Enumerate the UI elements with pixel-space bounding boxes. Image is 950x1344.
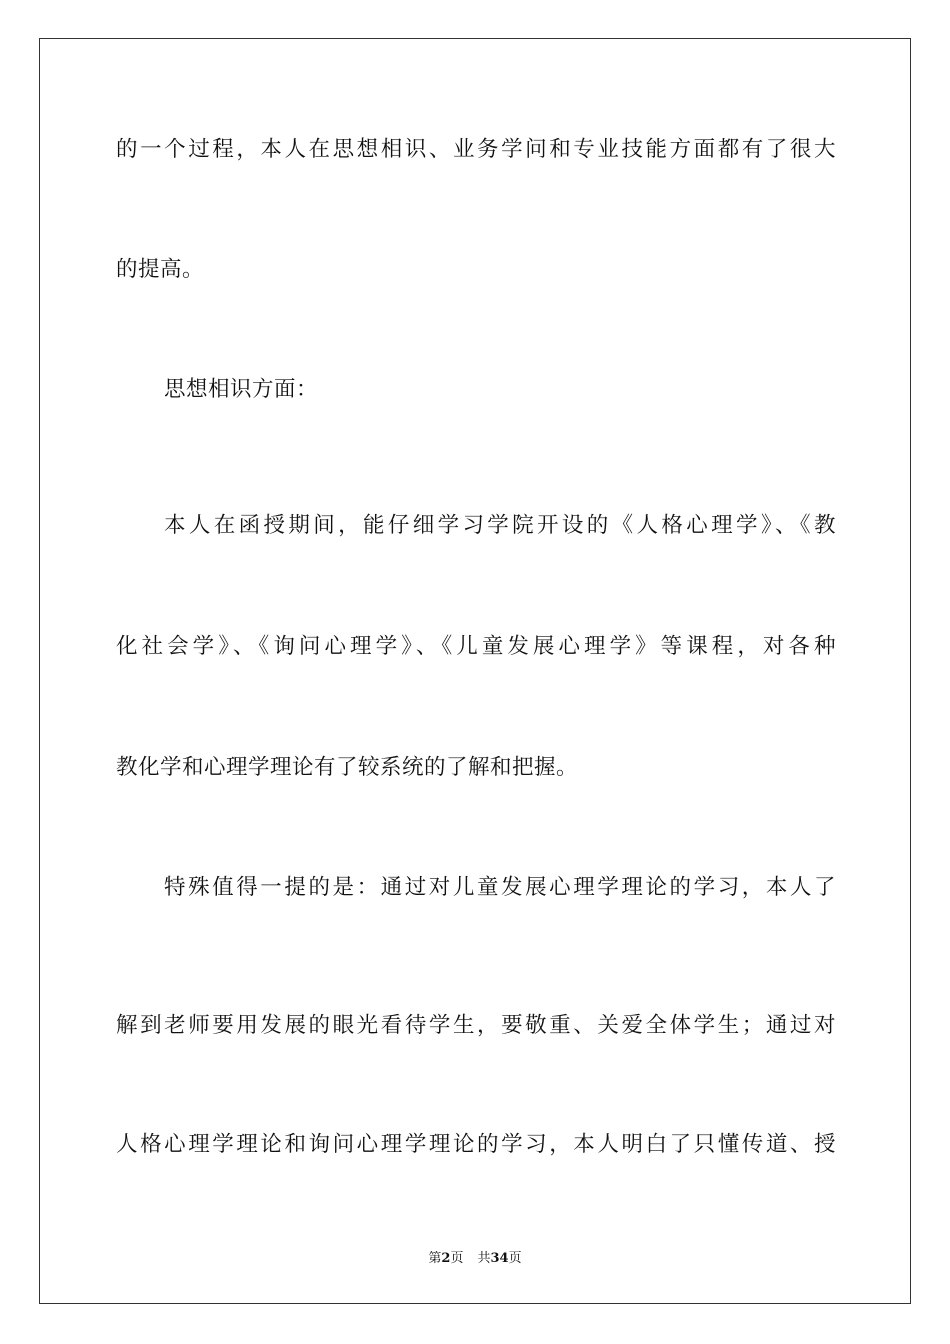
footer-page-number: 2 bbox=[441, 1251, 451, 1266]
footer-total-suffix: 页 bbox=[508, 1251, 522, 1266]
text-line-9: 人格心理学理论和询问心理学理论的学习，本人明白了只懂传道、授 bbox=[116, 1132, 836, 1157]
section-heading-thought: 思想相识方面： bbox=[164, 377, 319, 402]
footer-total-pages: 34 bbox=[490, 1251, 509, 1266]
text-line-5: 化社会学》、《询问心理学》、《儿童发展心理学》等课程，对各种 bbox=[116, 634, 836, 659]
footer-page-suffix: 页 bbox=[450, 1251, 464, 1266]
footer-total-prefix: 共 bbox=[477, 1251, 491, 1266]
text-line-8: 解到老师要用发展的眼光看待学生，要敬重、关爱全体学生；通过对 bbox=[116, 1013, 836, 1038]
text-line-1: 的一个过程，本人在思想相识、业务学问和专业技能方面都有了很大 bbox=[116, 137, 836, 162]
text-line-2: 的提高。 bbox=[116, 257, 205, 282]
page-footer bbox=[0, 1247, 950, 1266]
footer-page-prefix: 第 bbox=[428, 1251, 442, 1266]
text-line-4: 本人在函授期间，能仔细学习学院开设的《人格心理学》、《教 bbox=[164, 513, 836, 538]
text-line-7: 特殊值得一提的是：通过对儿童发展心理学理论的学习，本人了 bbox=[164, 875, 836, 900]
page-border bbox=[39, 38, 911, 1304]
text-line-6: 教化学和心理学理论有了较系统的了解和把握。 bbox=[116, 755, 579, 780]
